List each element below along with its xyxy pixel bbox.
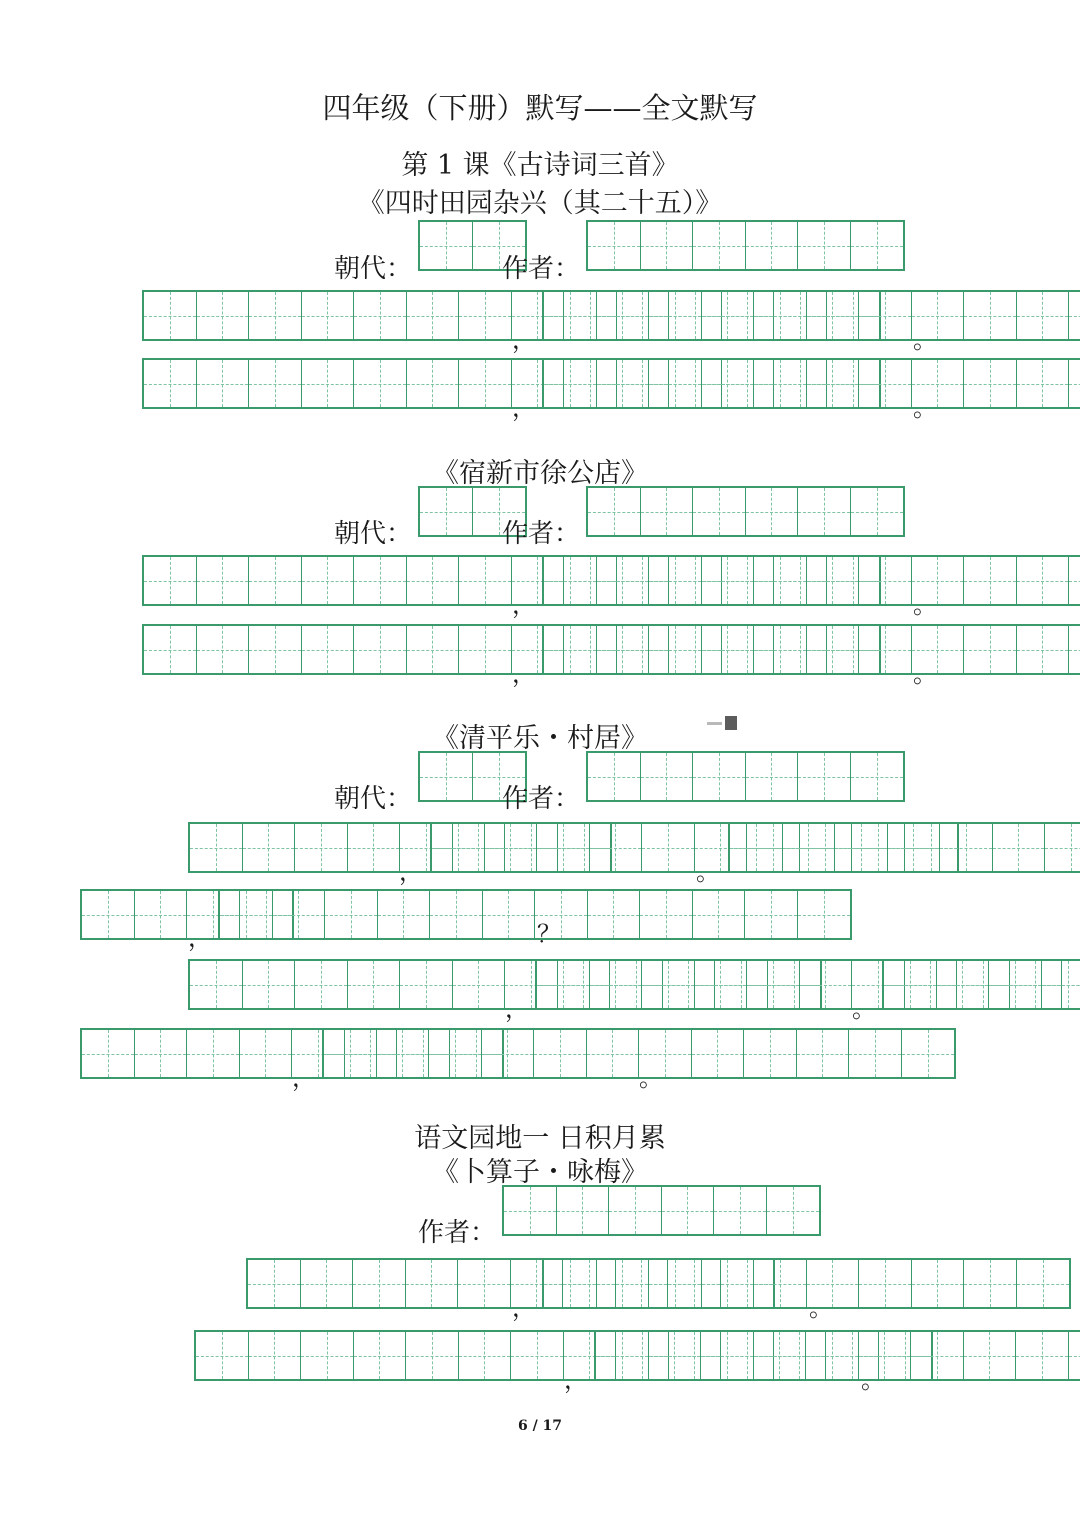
grid-cell[interactable]: [702, 292, 755, 339]
grid-cell[interactable]: [806, 1332, 859, 1379]
period-mark: 。: [913, 591, 937, 619]
grid-cell[interactable]: [642, 961, 695, 1008]
grid-cell[interactable]: [588, 222, 641, 269]
grid-cell[interactable]: [144, 557, 197, 604]
period-mark: 。: [861, 1366, 885, 1394]
comma-mark: ，: [512, 326, 536, 354]
grid-cell[interactable]: [807, 557, 860, 604]
comma-mark: ，: [512, 394, 536, 422]
grid-cell[interactable]: [1017, 557, 1070, 604]
grid-cell[interactable]: [243, 961, 296, 1008]
grid-cell[interactable]: [807, 626, 860, 673]
section-heading: 语文园地一 日积月累: [414, 1123, 666, 1154]
grid-cell[interactable]: [797, 1030, 850, 1077]
grid-cell[interactable]: [144, 360, 197, 407]
grid-cell[interactable]: [746, 488, 799, 535]
period-mark: 。: [639, 1064, 663, 1092]
grid-cell[interactable]: [197, 292, 250, 339]
grid-cell[interactable]: [534, 1030, 587, 1077]
comma-mark: ，: [505, 995, 529, 1023]
grid-cell[interactable]: [800, 961, 853, 1008]
grid-cell[interactable]: [354, 557, 407, 604]
grid-cell[interactable]: [190, 824, 243, 871]
grid-cell[interactable]: [702, 557, 755, 604]
grid-cell[interactable]: [544, 1260, 597, 1307]
grid-cell[interactable]: [302, 557, 355, 604]
grid-cell[interactable]: [144, 292, 197, 339]
grid-cell[interactable]: [324, 1030, 377, 1077]
grid-cell[interactable]: [964, 1260, 1017, 1307]
grid-cell[interactable]: [693, 891, 746, 938]
grid-cell[interactable]: [649, 360, 702, 407]
grid-cell[interactable]: [964, 1332, 1017, 1379]
grid-cell[interactable]: [701, 1332, 754, 1379]
grid-cell[interactable]: [744, 1030, 797, 1077]
grid-cell[interactable]: [407, 557, 460, 604]
grid-cell[interactable]: [420, 488, 473, 535]
writing-grid[interactable]: [542, 358, 1080, 409]
grid-cell[interactable]: [641, 488, 694, 535]
grid-cell[interactable]: [273, 891, 326, 938]
page-title: 四年级（下册）默写——全文默写: [322, 91, 758, 125]
grid-cell[interactable]: [459, 292, 512, 339]
grid-cell[interactable]: [730, 824, 783, 871]
grid-cell[interactable]: [482, 1030, 535, 1077]
grid-cell[interactable]: [859, 360, 912, 407]
grid-cell[interactable]: [420, 753, 473, 800]
grid-cell[interactable]: [1069, 292, 1080, 339]
dynasty-label: 朝代：: [334, 254, 413, 284]
grid-cell[interactable]: [459, 360, 512, 407]
grid-cell[interactable]: [597, 360, 650, 407]
grid-cell[interactable]: [754, 1260, 807, 1307]
grid-cell[interactable]: [1017, 292, 1070, 339]
grid-cell[interactable]: [354, 1332, 407, 1379]
grid-cell[interactable]: [754, 360, 807, 407]
grid-cell[interactable]: [588, 753, 641, 800]
comma-mark: ，: [512, 591, 536, 619]
grid-cell[interactable]: [511, 1332, 564, 1379]
grid-cell[interactable]: [1017, 360, 1070, 407]
grid-cell[interactable]: [348, 961, 401, 1008]
grid-cell[interactable]: [937, 961, 990, 1008]
grid-cell[interactable]: [649, 1260, 702, 1307]
grid-cell[interactable]: [590, 961, 643, 1008]
grid-cell[interactable]: [884, 961, 937, 1008]
lesson-heading: 第 1 课《古诗词三首》: [401, 150, 679, 181]
grid-cell[interactable]: [407, 626, 460, 673]
grid-cell[interactable]: [702, 360, 755, 407]
grid-cell[interactable]: [940, 824, 993, 871]
question-mark: ？: [537, 920, 561, 948]
grid-cell[interactable]: [301, 1260, 354, 1307]
grid-cell[interactable]: [537, 961, 590, 1008]
grid-cell[interactable]: [798, 222, 851, 269]
grid-cell[interactable]: [693, 488, 746, 535]
grid-cell[interactable]: [692, 1030, 745, 1077]
grid-cell[interactable]: [640, 891, 693, 938]
grid-cell[interactable]: [378, 891, 431, 938]
grid-cell[interactable]: [807, 360, 860, 407]
grid-cell[interactable]: [348, 824, 401, 871]
writing-grid[interactable]: [882, 959, 1080, 1010]
grid-cell[interactable]: [504, 1187, 557, 1234]
grid-cell[interactable]: [695, 961, 748, 1008]
grid-cell[interactable]: [407, 292, 460, 339]
grid-cell[interactable]: [325, 891, 378, 938]
author-grid[interactable]: [586, 220, 905, 271]
grid-cell[interactable]: [249, 360, 302, 407]
author-label: 作者：: [502, 784, 581, 814]
grid-cell[interactable]: [295, 961, 348, 1008]
grid-cell[interactable]: [798, 891, 851, 938]
grid-cell[interactable]: [544, 360, 597, 407]
grid-cell[interactable]: [190, 961, 243, 1008]
poem-title-1: 《四时田园杂兴（其二十五）》: [357, 188, 723, 219]
grid-cell[interactable]: [745, 891, 798, 938]
grid-cell[interactable]: [1042, 961, 1080, 1008]
grid-cell[interactable]: [249, 1332, 302, 1379]
grid-cell[interactable]: [964, 557, 1017, 604]
comma-mark: ，: [188, 924, 212, 952]
grid-cell[interactable]: [429, 1030, 482, 1077]
grid-cell[interactable]: [544, 292, 597, 339]
grid-cell[interactable]: [859, 626, 912, 673]
period-mark: 。: [913, 326, 937, 354]
grid-cell[interactable]: [989, 961, 1042, 1008]
grid-cell[interactable]: [432, 824, 485, 871]
grid-cell[interactable]: [1017, 1260, 1070, 1307]
writing-grid[interactable]: [542, 1258, 1071, 1309]
grid-cell[interactable]: [406, 1260, 459, 1307]
grid-cell[interactable]: [354, 626, 407, 673]
grid-cell[interactable]: [888, 824, 941, 871]
grid-cell[interactable]: [859, 1260, 912, 1307]
author-grid[interactable]: [586, 486, 905, 537]
grid-cell[interactable]: [746, 753, 799, 800]
grid-cell[interactable]: [662, 1187, 715, 1234]
grid-cell[interactable]: [537, 824, 590, 871]
grid-cell[interactable]: [400, 961, 453, 1008]
grid-cell[interactable]: [135, 891, 188, 938]
grid-cell[interactable]: [458, 1260, 511, 1307]
grid-cell[interactable]: [354, 360, 407, 407]
grid-cell[interactable]: [649, 557, 702, 604]
grid-cell[interactable]: [483, 891, 536, 938]
author-label: 作者：: [502, 254, 581, 284]
dynasty-label: 朝代：: [334, 519, 413, 549]
grid-cell[interactable]: [693, 222, 746, 269]
grid-cell[interactable]: [353, 1260, 406, 1307]
grid-cell[interactable]: [849, 1030, 902, 1077]
grid-cell[interactable]: [544, 626, 597, 673]
poem-title-2: 《宿新市徐公店》: [432, 458, 648, 489]
qr-code-mark: [707, 716, 737, 732]
grid-cell[interactable]: [859, 557, 912, 604]
writing-grid[interactable]: [542, 555, 1080, 606]
grid-cell[interactable]: [301, 1332, 354, 1379]
grid-cell[interactable]: [807, 292, 860, 339]
grid-cell[interactable]: [302, 292, 355, 339]
writing-grid[interactable]: [728, 822, 1080, 873]
grid-cell[interactable]: [798, 488, 851, 535]
grid-cell[interactable]: [649, 292, 702, 339]
grid-cell[interactable]: [851, 488, 904, 535]
grid-cell[interactable]: [187, 1030, 240, 1077]
grid-cell[interactable]: [609, 1187, 662, 1234]
grid-cell[interactable]: [1069, 1332, 1080, 1379]
period-mark: 。: [913, 394, 937, 422]
grid-cell[interactable]: [649, 1332, 702, 1379]
grid-cell[interactable]: [544, 557, 597, 604]
grid-cell[interactable]: [249, 626, 302, 673]
grid-cell[interactable]: [588, 488, 641, 535]
comma-mark: ，: [512, 660, 536, 688]
grid-cell[interactable]: [485, 824, 538, 871]
grid-cell[interactable]: [302, 360, 355, 407]
grid-cell[interactable]: [851, 753, 904, 800]
grid-cell[interactable]: [459, 626, 512, 673]
grid-cell[interactable]: [767, 1187, 820, 1234]
grid-cell[interactable]: [240, 1030, 293, 1077]
comma-mark: ，: [512, 1294, 536, 1322]
grid-cell[interactable]: [911, 1332, 964, 1379]
grid-cell[interactable]: [597, 292, 650, 339]
period-mark: 。: [809, 1294, 833, 1322]
grid-cell[interactable]: [641, 222, 694, 269]
grid-cell[interactable]: [295, 824, 348, 871]
grid-cell[interactable]: [82, 891, 135, 938]
grid-cell[interactable]: [754, 292, 807, 339]
comma-mark: ，: [292, 1064, 316, 1092]
grid-cell[interactable]: [1017, 626, 1070, 673]
grid-cell[interactable]: [587, 1030, 640, 1077]
grid-cell[interactable]: [714, 1187, 767, 1234]
grid-cell[interactable]: [302, 626, 355, 673]
grid-cell[interactable]: [597, 1260, 650, 1307]
grid-cell[interactable]: [597, 557, 650, 604]
grid-cell[interactable]: [597, 626, 650, 673]
dynasty-label: 朝代：: [334, 784, 413, 814]
grid-cell[interactable]: [249, 557, 302, 604]
grid-cell[interactable]: [754, 626, 807, 673]
grid-cell[interactable]: [220, 891, 273, 938]
grid-cell[interactable]: [859, 292, 912, 339]
grid-cell[interactable]: [377, 1030, 430, 1077]
poem-title-4: 《卜算子・咏梅》: [432, 1157, 648, 1188]
grid-cell[interactable]: [1016, 1332, 1069, 1379]
grid-cell[interactable]: [197, 557, 250, 604]
grid-cell[interactable]: [702, 1260, 755, 1307]
comma-mark: ，: [399, 858, 423, 886]
grid-cell[interactable]: [1069, 360, 1080, 407]
grid-cell[interactable]: [747, 961, 800, 1008]
grid-cell[interactable]: [964, 360, 1017, 407]
grid-cell[interactable]: [693, 753, 746, 800]
grid-cell[interactable]: [459, 557, 512, 604]
grid-cell[interactable]: [420, 222, 473, 269]
grid-cell[interactable]: [964, 626, 1017, 673]
period-mark: 。: [913, 660, 937, 688]
grid-cell[interactable]: [754, 1332, 807, 1379]
grid-cell[interactable]: [82, 1030, 135, 1077]
writing-grid[interactable]: [542, 624, 1080, 675]
grid-cell[interactable]: [702, 626, 755, 673]
grid-cell[interactable]: [144, 626, 197, 673]
grid-cell[interactable]: [249, 292, 302, 339]
author-grid[interactable]: [586, 751, 905, 802]
grid-cell[interactable]: [197, 626, 250, 673]
grid-cell[interactable]: [1069, 557, 1080, 604]
grid-cell[interactable]: [596, 1332, 649, 1379]
author-label: 作者：: [418, 1218, 497, 1248]
comma-mark: ，: [564, 1366, 588, 1394]
grid-cell[interactable]: [746, 222, 799, 269]
grid-cell[interactable]: [851, 222, 904, 269]
grid-cell[interactable]: [248, 1260, 301, 1307]
grid-cell[interactable]: [964, 292, 1017, 339]
author-grid[interactable]: [502, 1185, 821, 1236]
grid-cell[interactable]: [197, 360, 250, 407]
grid-cell[interactable]: [1045, 824, 1080, 871]
writing-grid[interactable]: [542, 290, 1080, 341]
grid-cell[interactable]: [243, 824, 296, 871]
grid-cell[interactable]: [590, 824, 643, 871]
grid-cell[interactable]: [354, 292, 407, 339]
grid-cell[interactable]: [406, 1332, 459, 1379]
author-label: 作者：: [502, 519, 581, 549]
grid-cell[interactable]: [430, 891, 483, 938]
grid-cell[interactable]: [754, 557, 807, 604]
grid-cell[interactable]: [459, 1332, 512, 1379]
grid-cell[interactable]: [649, 626, 702, 673]
page-number: 6 / 17: [517, 1418, 563, 1434]
grid-cell[interactable]: [407, 360, 460, 407]
grid-cell[interactable]: [557, 1187, 610, 1234]
grid-cell[interactable]: [783, 824, 836, 871]
grid-cell[interactable]: [135, 1030, 188, 1077]
grid-cell[interactable]: [196, 1332, 249, 1379]
grid-cell[interactable]: [641, 753, 694, 800]
grid-cell[interactable]: [642, 824, 695, 871]
period-mark: 。: [696, 858, 720, 886]
grid-cell[interactable]: [902, 1030, 955, 1077]
grid-cell[interactable]: [588, 891, 641, 938]
period-mark: 。: [852, 995, 876, 1023]
grid-cell[interactable]: [912, 1260, 965, 1307]
grid-cell[interactable]: [993, 824, 1046, 871]
writing-grid[interactable]: [594, 1330, 1080, 1381]
grid-cell[interactable]: [1069, 626, 1080, 673]
grid-cell[interactable]: [835, 824, 888, 871]
writing-grid[interactable]: [218, 889, 852, 940]
grid-cell[interactable]: [453, 961, 506, 1008]
poem-title-3: 《清平乐・村居》: [432, 723, 648, 754]
grid-cell[interactable]: [798, 753, 851, 800]
